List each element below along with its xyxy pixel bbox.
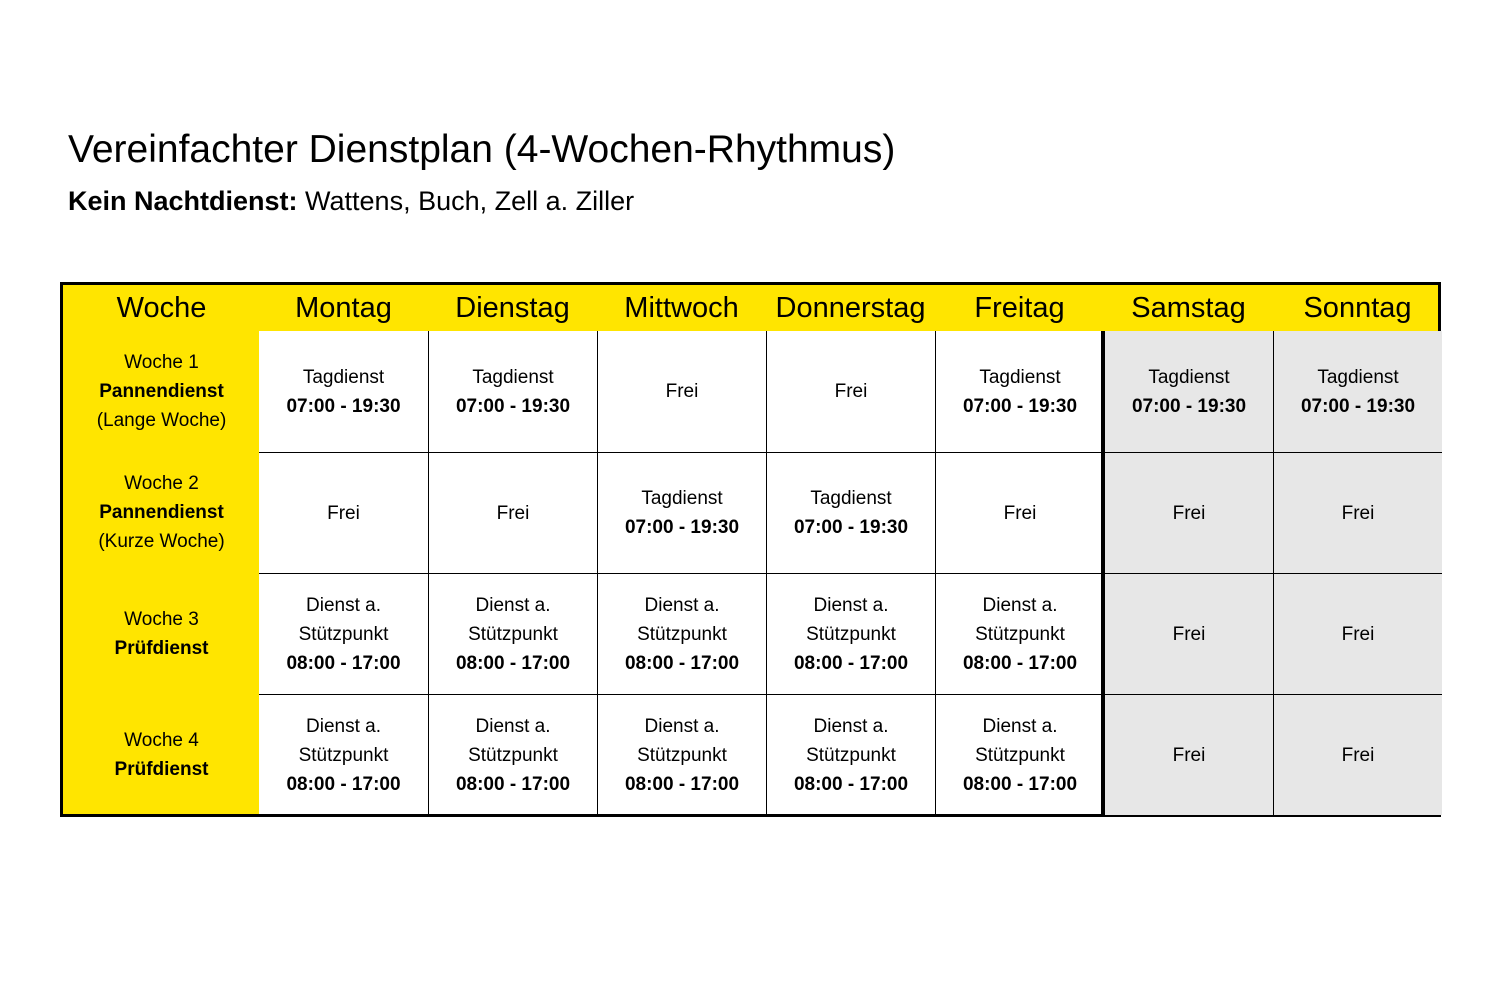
shift-cell bbox=[428, 452, 597, 573]
shift-location: Stützpunkt bbox=[468, 744, 558, 766]
shift-location: Stützpunkt bbox=[468, 623, 558, 645]
shift-cell bbox=[259, 331, 428, 452]
shift-location: Stützpunkt bbox=[975, 623, 1065, 645]
column-header-woche: Woche bbox=[116, 291, 207, 324]
shift-location: Stützpunkt bbox=[637, 623, 727, 645]
shift-location: Stützpunkt bbox=[806, 744, 896, 766]
shift-cell bbox=[1104, 331, 1273, 452]
column-header-montag: Montag bbox=[295, 291, 392, 324]
week-type: Prüfdienst bbox=[114, 637, 209, 659]
shift-label: Dienst a. bbox=[475, 594, 551, 616]
shift-label: Tagdienst bbox=[1148, 366, 1230, 388]
shift-location: Stützpunkt bbox=[298, 744, 389, 766]
column-header-freitag: Freitag bbox=[974, 291, 1065, 324]
shift-cell bbox=[597, 452, 766, 573]
shift-cell bbox=[1273, 452, 1442, 573]
shift-label: Dienst a. bbox=[644, 715, 720, 737]
shift-time: 08:00 - 17:00 bbox=[962, 773, 1078, 795]
column-header-dienstag: Dienstag bbox=[455, 291, 570, 324]
shift-label: Dienst a. bbox=[306, 594, 381, 616]
shift-label: Dienst a. bbox=[813, 594, 889, 616]
week-name: Woche 1 bbox=[124, 352, 199, 373]
shift-cell bbox=[259, 694, 428, 815]
week-label-2 bbox=[63, 452, 260, 573]
shift-location: Stützpunkt bbox=[975, 744, 1065, 766]
shift-time: 07:00 - 19:30 bbox=[793, 517, 909, 538]
week-label-1 bbox=[63, 331, 260, 452]
subtitle-label: Kein Nachtdienst: bbox=[68, 186, 298, 216]
shift-label: Frei bbox=[834, 381, 868, 402]
shift-label: Dienst a. bbox=[982, 594, 1058, 616]
shift-cell bbox=[428, 573, 597, 694]
shift-time: 08:00 - 17:00 bbox=[455, 652, 571, 674]
week-note: (Lange Woche) bbox=[96, 410, 227, 431]
shift-cell bbox=[935, 694, 1104, 815]
shift-time: 07:00 - 19:30 bbox=[286, 395, 401, 417]
shift-label: Frei bbox=[1341, 744, 1375, 766]
shift-location: Stützpunkt bbox=[637, 744, 727, 766]
shift-label: Frei bbox=[1172, 502, 1206, 524]
shift-cell bbox=[259, 452, 428, 573]
shift-location: Stützpunkt bbox=[298, 623, 389, 645]
shift-cell bbox=[766, 452, 935, 573]
shift-time: 08:00 - 17:00 bbox=[793, 773, 909, 795]
shift-location: Stützpunkt bbox=[806, 623, 896, 645]
shift-label: Tagdienst bbox=[472, 366, 554, 388]
shift-label: Dienst a. bbox=[813, 715, 889, 737]
column-header-sonntag: Sonntag bbox=[1303, 291, 1412, 324]
week-type: Prüfdienst bbox=[114, 758, 209, 780]
shift-time: 08:00 - 17:00 bbox=[962, 652, 1078, 674]
shift-cell bbox=[766, 573, 935, 694]
column-header-mittwoch: Mittwoch bbox=[624, 291, 739, 324]
week-name: Woche 3 bbox=[124, 608, 199, 630]
shift-time: 07:00 - 19:30 bbox=[962, 395, 1078, 417]
shift-label: Frei bbox=[327, 502, 360, 524]
shift-time: 08:00 - 17:00 bbox=[624, 652, 740, 674]
shift-label: Tagdienst bbox=[810, 488, 892, 509]
shift-cell bbox=[428, 331, 597, 452]
schedule-grid bbox=[259, 331, 1441, 814]
shift-cell bbox=[935, 573, 1104, 694]
column-header-donnerstag: Donnerstag bbox=[775, 291, 926, 324]
shift-label: Frei bbox=[496, 502, 530, 524]
shift-time: 08:00 - 17:00 bbox=[455, 773, 571, 795]
shift-label: Frei bbox=[665, 381, 699, 402]
page-title: Vereinfachter Dienstplan (4-Wochen-Rhythmus) bbox=[68, 128, 896, 171]
shift-label: Dienst a. bbox=[475, 715, 551, 737]
page-subtitle bbox=[68, 186, 634, 217]
shift-cell bbox=[597, 694, 766, 815]
week-type: Pannendienst bbox=[99, 381, 224, 402]
shift-cell bbox=[1273, 331, 1442, 452]
week-name: Woche 4 bbox=[124, 729, 199, 751]
week-name: Woche 2 bbox=[124, 473, 199, 494]
shift-time: 08:00 - 17:00 bbox=[286, 652, 401, 674]
shift-time: 08:00 - 17:00 bbox=[793, 652, 909, 674]
shift-label: Tagdienst bbox=[302, 366, 385, 388]
shift-cell bbox=[766, 694, 935, 815]
shift-cell bbox=[597, 573, 766, 694]
shift-cell bbox=[1273, 573, 1442, 694]
shift-cell bbox=[935, 331, 1104, 452]
shift-cell bbox=[597, 331, 766, 452]
week-label-4 bbox=[63, 694, 260, 815]
shift-time: 07:00 - 19:30 bbox=[624, 517, 740, 538]
shift-cell bbox=[428, 694, 597, 815]
shift-cell bbox=[935, 452, 1104, 573]
shift-label: Dienst a. bbox=[644, 594, 720, 616]
shift-label: Dienst a. bbox=[306, 715, 381, 737]
shift-label: Tagdienst bbox=[1317, 366, 1399, 388]
shift-label: Tagdienst bbox=[979, 366, 1061, 388]
shift-cell bbox=[1104, 452, 1273, 573]
shift-time: 07:00 - 19:30 bbox=[1300, 395, 1416, 417]
shift-time: 08:00 - 17:00 bbox=[286, 773, 401, 795]
shift-cell bbox=[259, 573, 428, 694]
week-type: Pannendienst bbox=[99, 502, 224, 523]
shift-time: 08:00 - 17:00 bbox=[624, 773, 740, 795]
shift-label: Frei bbox=[1172, 744, 1206, 766]
shift-label: Frei bbox=[1341, 623, 1375, 645]
shift-label: Tagdienst bbox=[641, 488, 723, 509]
shift-time: 07:00 - 19:30 bbox=[455, 395, 571, 417]
shift-cell bbox=[1273, 694, 1442, 815]
shift-label: Dienst a. bbox=[982, 715, 1058, 737]
subtitle-value: Wattens, Buch, Zell a. Ziller bbox=[297, 186, 635, 216]
shift-cell bbox=[1104, 694, 1273, 815]
week-label-3 bbox=[63, 573, 260, 694]
shift-cell bbox=[1104, 573, 1273, 694]
shift-cell bbox=[766, 331, 935, 452]
shift-label: Frei bbox=[1172, 623, 1206, 645]
shift-time: 07:00 - 19:30 bbox=[1131, 395, 1247, 417]
column-header-samstag: Samstag bbox=[1131, 291, 1246, 324]
week-note: (Kurze Woche) bbox=[98, 531, 225, 552]
shift-label: Frei bbox=[1003, 502, 1037, 524]
shift-label: Frei bbox=[1341, 502, 1375, 524]
schedule-table bbox=[60, 282, 1441, 817]
